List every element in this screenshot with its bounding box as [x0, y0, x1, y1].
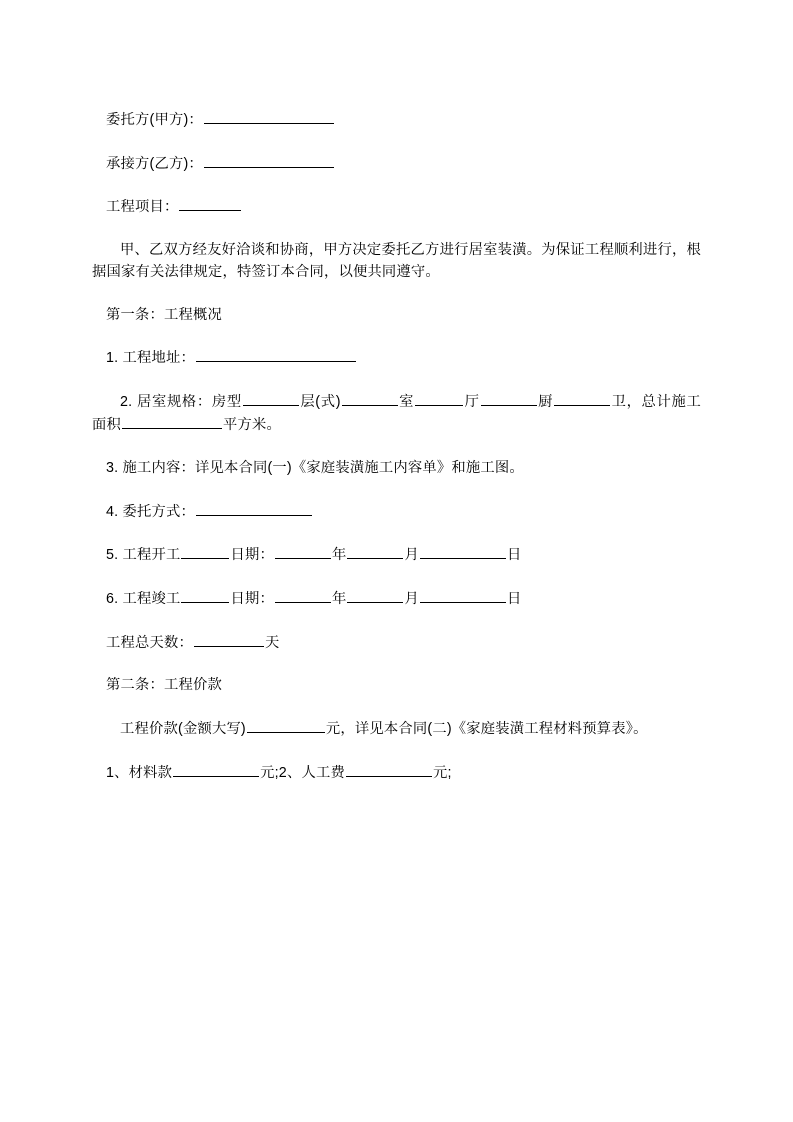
preamble-paragraph: 甲、乙双方经友好洽谈和协商，甲方决定委托乙方进行居室装潢。为保证工程顺利进行，根据国家有关法律规定，特签订本合同，以便共同遵守。 [92, 241, 701, 281]
cost-blank-material [173, 761, 259, 777]
project-item-label: 工程项目： [106, 199, 179, 216]
spec-blank-4 [481, 390, 537, 406]
start-blank-year [275, 543, 331, 559]
document-body [92, 108, 701, 784]
total-days-label: 工程总天数： [106, 634, 193, 651]
end-label-a: 6. 工程竣工 [106, 590, 181, 607]
item-spec-label-d: 厅 [464, 394, 480, 411]
cost-label-b: 元;2、人工费 [260, 764, 345, 781]
start-blank-month [347, 543, 403, 559]
start-label-a: 5. 工程开工 [106, 547, 181, 564]
item-spec-label-b: 层(式) [299, 394, 341, 411]
item-address-label: 1. 工程地址： [106, 350, 195, 367]
end-label-c: 年 [331, 590, 347, 607]
item-content: 3. 施工内容：详见本合同(一)《家庭装潢施工内容单》和施工图。 [106, 459, 524, 476]
project-item-line [92, 195, 701, 218]
item-end-date [92, 587, 701, 610]
end-blank-day [420, 587, 506, 603]
item-spec-label-e: 厨 [537, 394, 554, 411]
item-commission-mode [92, 500, 701, 523]
item-address [92, 346, 701, 369]
item-spec-label-a: 2. 居室规格：房型 [120, 394, 242, 411]
spec-blank-6 [122, 413, 222, 429]
start-label-e: 日 [506, 547, 522, 564]
party-a-blank [204, 108, 334, 124]
party-b-blank [204, 152, 334, 168]
price-blank [247, 717, 325, 733]
spec-blank-1 [243, 390, 299, 406]
party-a-label: 委托方(甲方)： [106, 112, 203, 128]
end-blank-month [347, 587, 403, 603]
item-spec [92, 390, 701, 436]
start-blank-1 [181, 543, 229, 559]
project-item-blank [179, 195, 241, 211]
total-days-blank [194, 631, 264, 647]
article-two-heading: 第二条：工程价款 [106, 677, 222, 694]
start-label-b: 日期： [230, 547, 274, 564]
item-spec-label-f: 卫，总计施工面积 [92, 394, 701, 434]
end-label-d: 月 [404, 590, 419, 607]
total-days-unit: 天 [264, 634, 280, 651]
start-blank-day [420, 543, 506, 559]
spec-blank-3 [415, 390, 463, 406]
party-b-line [92, 152, 701, 175]
item-spec-label-g: 平方米。 [223, 417, 281, 434]
price-label-b: 元，详见本合同(二)《家庭装潢工程材料预算表》。 [325, 720, 648, 737]
start-label-d: 月 [404, 547, 419, 564]
party-a-line [92, 108, 701, 131]
party-b-label: 承接方(乙方)： [106, 155, 203, 172]
end-blank-1 [181, 587, 229, 603]
article-one-heading: 第一条：工程概况 [106, 306, 222, 323]
item-address-blank [196, 346, 356, 362]
end-label-b: 日期： [230, 590, 274, 607]
item-spec-label-c: 室 [398, 394, 415, 411]
price-paragraph [92, 717, 701, 740]
item-start-date [92, 543, 701, 566]
cost-blank-labor [346, 761, 432, 777]
cost-label-c: 元; [432, 764, 452, 781]
spec-blank-5 [554, 390, 610, 406]
cost-label-a: 1、材料款 [106, 764, 173, 781]
cost-breakdown-line [92, 761, 701, 784]
start-label-c: 年 [331, 547, 347, 564]
item-commission-blank [196, 500, 312, 516]
item-commission-label: 4. 委托方式： [106, 503, 195, 520]
price-label-a: 工程价款(金额大写) [120, 720, 246, 737]
spec-blank-2 [342, 390, 398, 406]
total-days-line [92, 631, 701, 654]
end-label-e: 日 [506, 590, 522, 607]
end-blank-year [275, 587, 331, 603]
